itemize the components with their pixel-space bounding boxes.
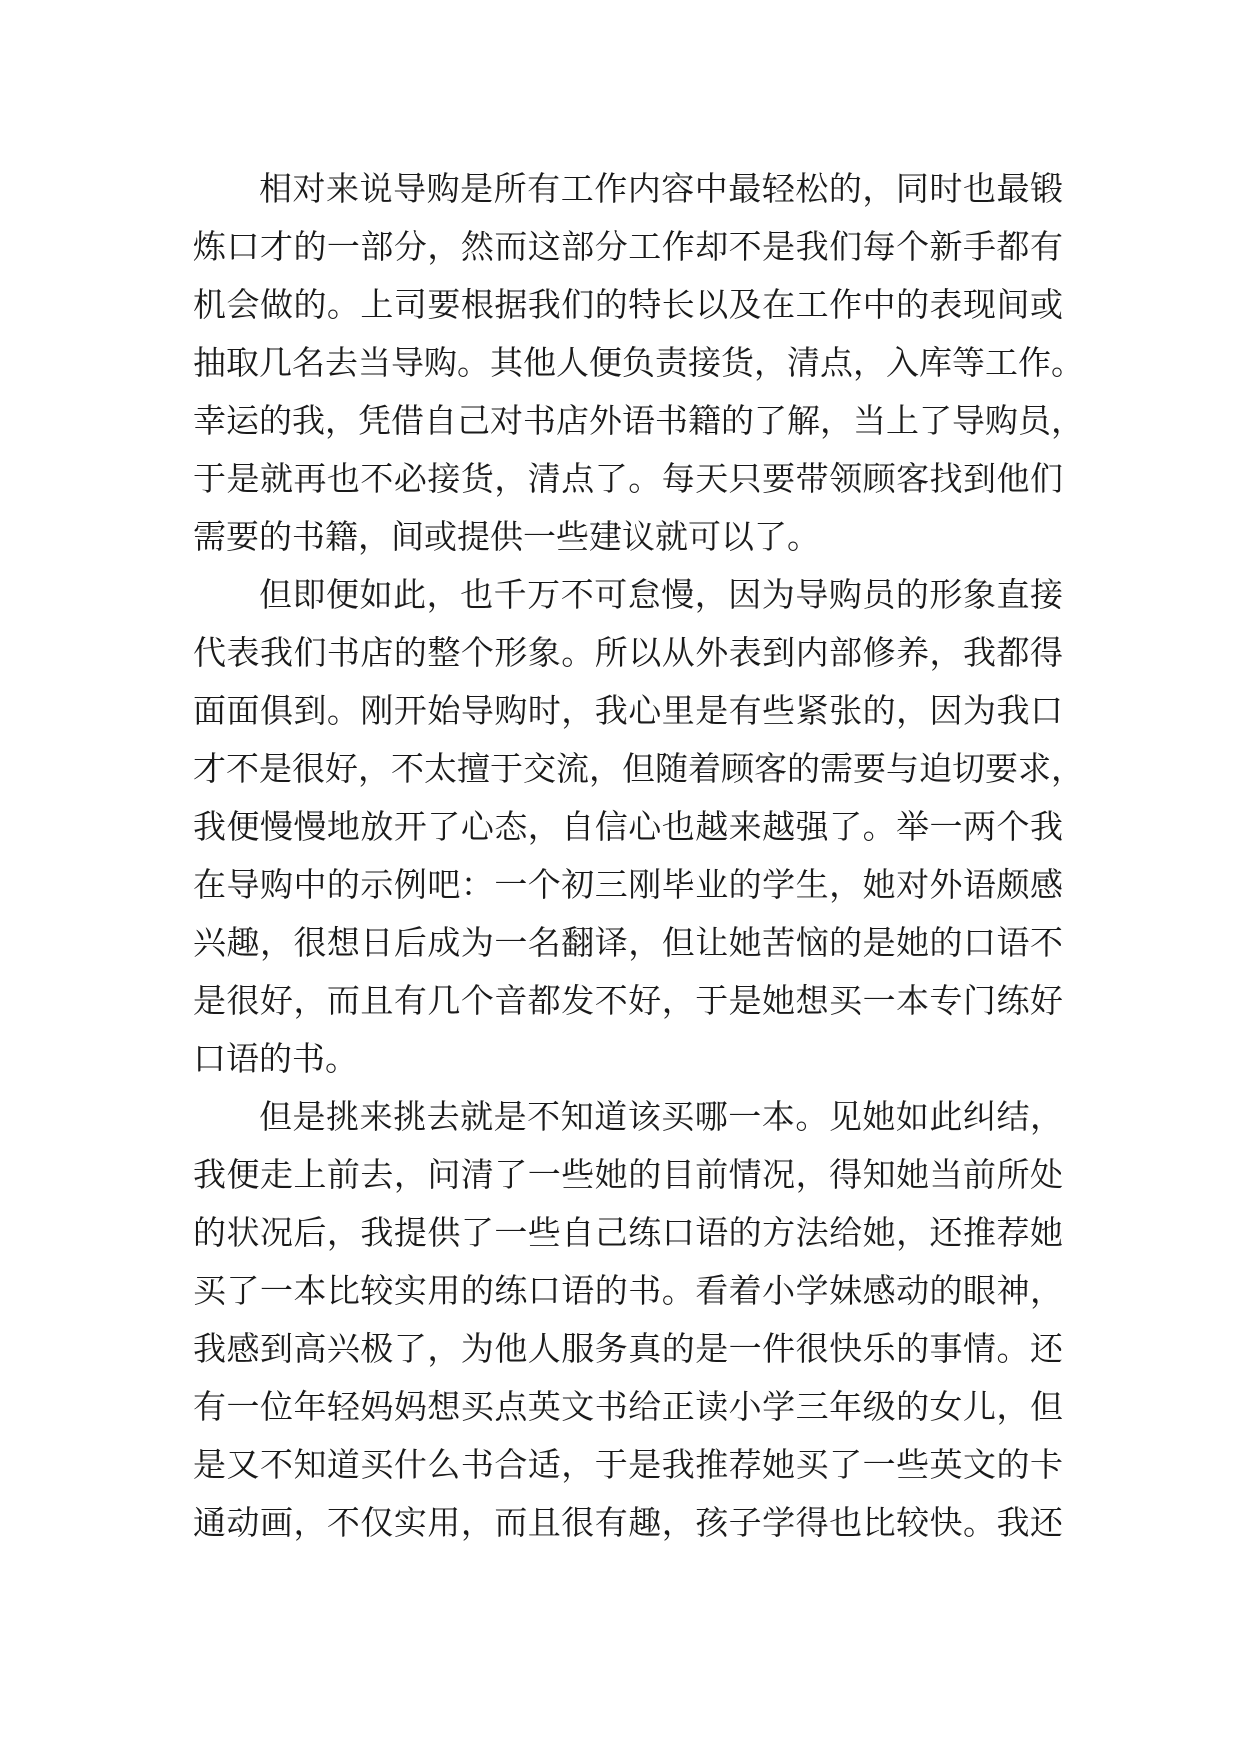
text-line: 代表我们书店的整个形象。所以从外表到内部修养，我都得	[193, 633, 1063, 672]
text-line: 我感到高兴极了，为他人服务真的是一件很快乐的事情。还	[193, 1329, 1063, 1368]
text-line: 通动画，不仅实用，而且很有趣，孩子学得也比较快。我还	[193, 1503, 1063, 1542]
text-line: 在导购中的示例吧：一个初三刚毕业的学生，她对外语颇感	[193, 865, 1063, 904]
document-body	[193, 160, 1084, 1552]
paragraph-3	[193, 1088, 1063, 1552]
text-line: 幸运的我，凭借自己对书店外语书籍的了解，当上了导购员，	[193, 401, 1084, 440]
text-line: 是很好，而且有几个音都发不好，于是她想买一本专门练好	[193, 981, 1063, 1020]
text-line: 我便慢慢地放开了心态，自信心也越来越强了。举一两个我	[193, 807, 1063, 846]
text-line: 我便走上前去，问清了一些她的目前情况，得知她当前所处	[193, 1155, 1063, 1194]
paragraph-2	[193, 566, 1084, 1088]
text-line: 的状况后，我提供了一些自己练口语的方法给她，还推荐她	[193, 1213, 1063, 1252]
text-line: 面面俱到。刚开始导购时，我心里是有些紧张的，因为我口	[193, 691, 1063, 730]
text-line: 炼口才的一部分，然而这部分工作却不是我们每个新手都有	[193, 227, 1063, 266]
paragraph-1	[193, 160, 1084, 566]
text-line: 才不是很好，不太擅于交流，但随着顾客的需要与迫切要求，	[193, 749, 1084, 788]
text-line: 是又不知道买什么书合适，于是我推荐她买了一些英文的卡	[193, 1445, 1063, 1484]
text-line: 但是挑来挑去就是不知道该买哪一本。见她如此纠结，	[259, 1097, 1063, 1136]
text-line: 于是就再也不必接货，清点了。每天只要带领顾客找到他们	[193, 459, 1063, 498]
text-line: 抽取几名去当导购。其他人便负责接货，清点，入库等工作。	[193, 343, 1084, 382]
text-line: 兴趣，很想日后成为一名翻译，但让她苦恼的是她的口语不	[193, 923, 1063, 962]
text-line: 买了一本比较实用的练口语的书。看着小学妹感动的眼神，	[193, 1271, 1063, 1310]
text-line: 需要的书籍，间或提供一些建议就可以了。	[193, 517, 820, 556]
text-line: 但即便如此，也千万不可怠慢，因为导购员的形象直接	[259, 575, 1063, 614]
text-line: 有一位年轻妈妈想买点英文书给正读小学三年级的女儿，但	[193, 1387, 1063, 1426]
text-line: 相对来说导购是所有工作内容中最轻松的，同时也最锻	[259, 169, 1063, 208]
text-line: 机会做的。上司要根据我们的特长以及在工作中的表现间或	[193, 285, 1063, 324]
text-line: 口语的书。	[193, 1039, 358, 1078]
